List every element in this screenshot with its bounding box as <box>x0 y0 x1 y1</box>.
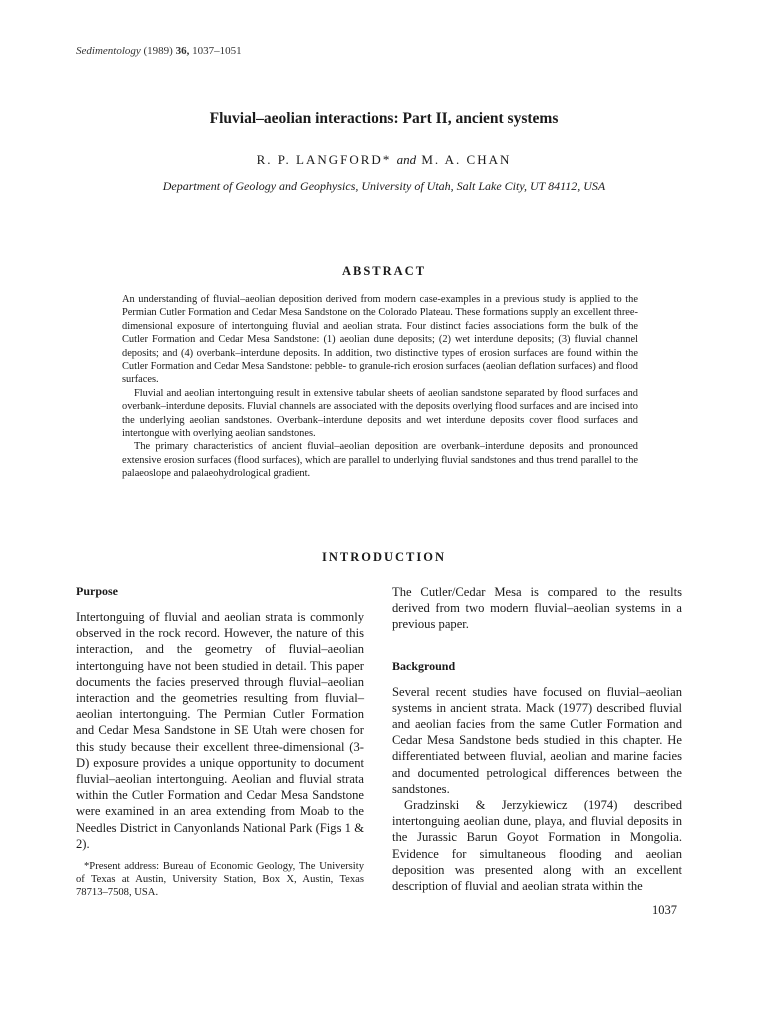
author-line <box>0 152 768 168</box>
journal-name: Sedimentology <box>76 45 141 57</box>
page-number: 1037 <box>652 903 677 917</box>
introduction-heading: INTRODUCTION <box>321 550 446 564</box>
abstract-body <box>122 293 638 481</box>
abstract-paragraph-2: Fluvial and aeolian intertonguing result in extensive tabular sheets of aeolian sandstone separated by flood surfaces and overbank–interdune deposits. Fluvial channels are associated with the deposits overlying flood surfaces and are incised into the underlying aeolian sandstones. Overbank–interdune deposits and wet interdune deposits cover flood surfaces and intertongue with overlying aeolian sandstones. <box>122 387 638 440</box>
affiliation: Department of Geology and Geophysics, University of Utah, Salt Lake City, UT 84112, USA <box>162 179 606 193</box>
background-paragraph-1: Several recent studies have focused on fluvial–aeolian systems in ancient strata. Mack (1977) described fluvial and aeolian facies from the same Cutler Formation and Cedar Mesa Sandstone beds studied in this chapter. He differentiated between fluvial, aeolian and marine facies and documented petrological differences between the sandstones. <box>392 684 682 796</box>
author-1: R. P. LANGFORD* <box>256 152 392 167</box>
author-conjunction: and <box>396 152 417 167</box>
left-column <box>76 584 364 899</box>
abstract-paragraph-3: The primary characteristics of ancient fluvial–aeolian deposition are overbank–interdune deposits and pronounced extensive erosion surfaces (flood surfaces), which are parallel to underlying fluvial sandstones and thus trend parallel to the palaeoslope and palaeohydrological gradient. <box>122 441 638 480</box>
journal-pages: 1037–1051 <box>192 45 242 57</box>
background-paragraph-2: Gradzinski & Jerzykiewicz (1974) described intertonguing aeolian dune, playa, and fluvial deposits in the Jurassic Barun Goyot Formation in Mongolia. Evidence for simultaneous flooding and aeolian deposition was presented along with an excellent description of fluvial and aeolian strata within the <box>392 798 682 894</box>
purpose-heading: Purpose <box>76 584 118 598</box>
purpose-text: Intertonguing of fluvial and aeolian strata is commonly observed in the rock record. However, the nature of this interaction, and the geometry of fluvial–aeolian intertonguing have not been studied in detail. This paper documents the facies preserved through fluvial–aeolian interaction and the geometries resulting from fluvial–aeolian intertonguing. The Permian Cutler Formation and Cedar Mesa Sandstone in SE Utah were chosen for this study because their excellent three-dimensional (3-D) exposure provides a unique opportunity to document fluvial–aeolian intertonguing. Aeolian and fluvial strata within the Cutler Formation and Cedar Mesa Sandstone were examined in an area extending from Moab to the Needles District in Canyonlands National Park (Figs 1 & 2). <box>76 610 364 851</box>
abstract-paragraph-1: An understanding of fluvial–aeolian deposition derived from modern case-examples in a previous study is applied to the Permian Cutler Formation and Cedar Mesa Sandstone on the Colorado Plateau. These formations supply an excellent three-dimensional exposure of intertonguing fluvial and aeolian strata. Four distinct facies associations form the bulk of the Cutler Formation and Cedar Mesa Sandstone: (1) aeolian dune deposits; (2) wet interdune deposits; (3) fluvial channel deposits; and (4) overbank–interdune deposits. In addition, two distinctive types of erosion surfaces are found within the Cutler Formation and Cedar Mesa Sandstone: pebble- to granule-rich erosion surfaces (aeolian deflation surfaces) and flood surfaces. <box>122 294 638 386</box>
journal-volume: 36, <box>175 45 190 57</box>
paper-title: Fluvial–aeolian interactions: Part II, ancient systems <box>209 110 559 127</box>
abstract-heading: ABSTRACT <box>341 264 427 278</box>
journal-year: (1989) <box>143 45 173 57</box>
footnote: *Present address: Bureau of Economic Geology, The University of Texas at Austin, University Station, Box X, Austin, Texas 78713–7508, USA. <box>76 861 364 898</box>
right-column <box>392 584 682 894</box>
journal-citation <box>76 45 242 57</box>
background-heading: Background <box>392 658 456 673</box>
comparison-text: The Cutler/Cedar Mesa is compared to the results derived from two modern fluvial–aeolian systems in a previous paper. <box>392 585 682 632</box>
author-2: M. A. CHAN <box>421 152 512 167</box>
